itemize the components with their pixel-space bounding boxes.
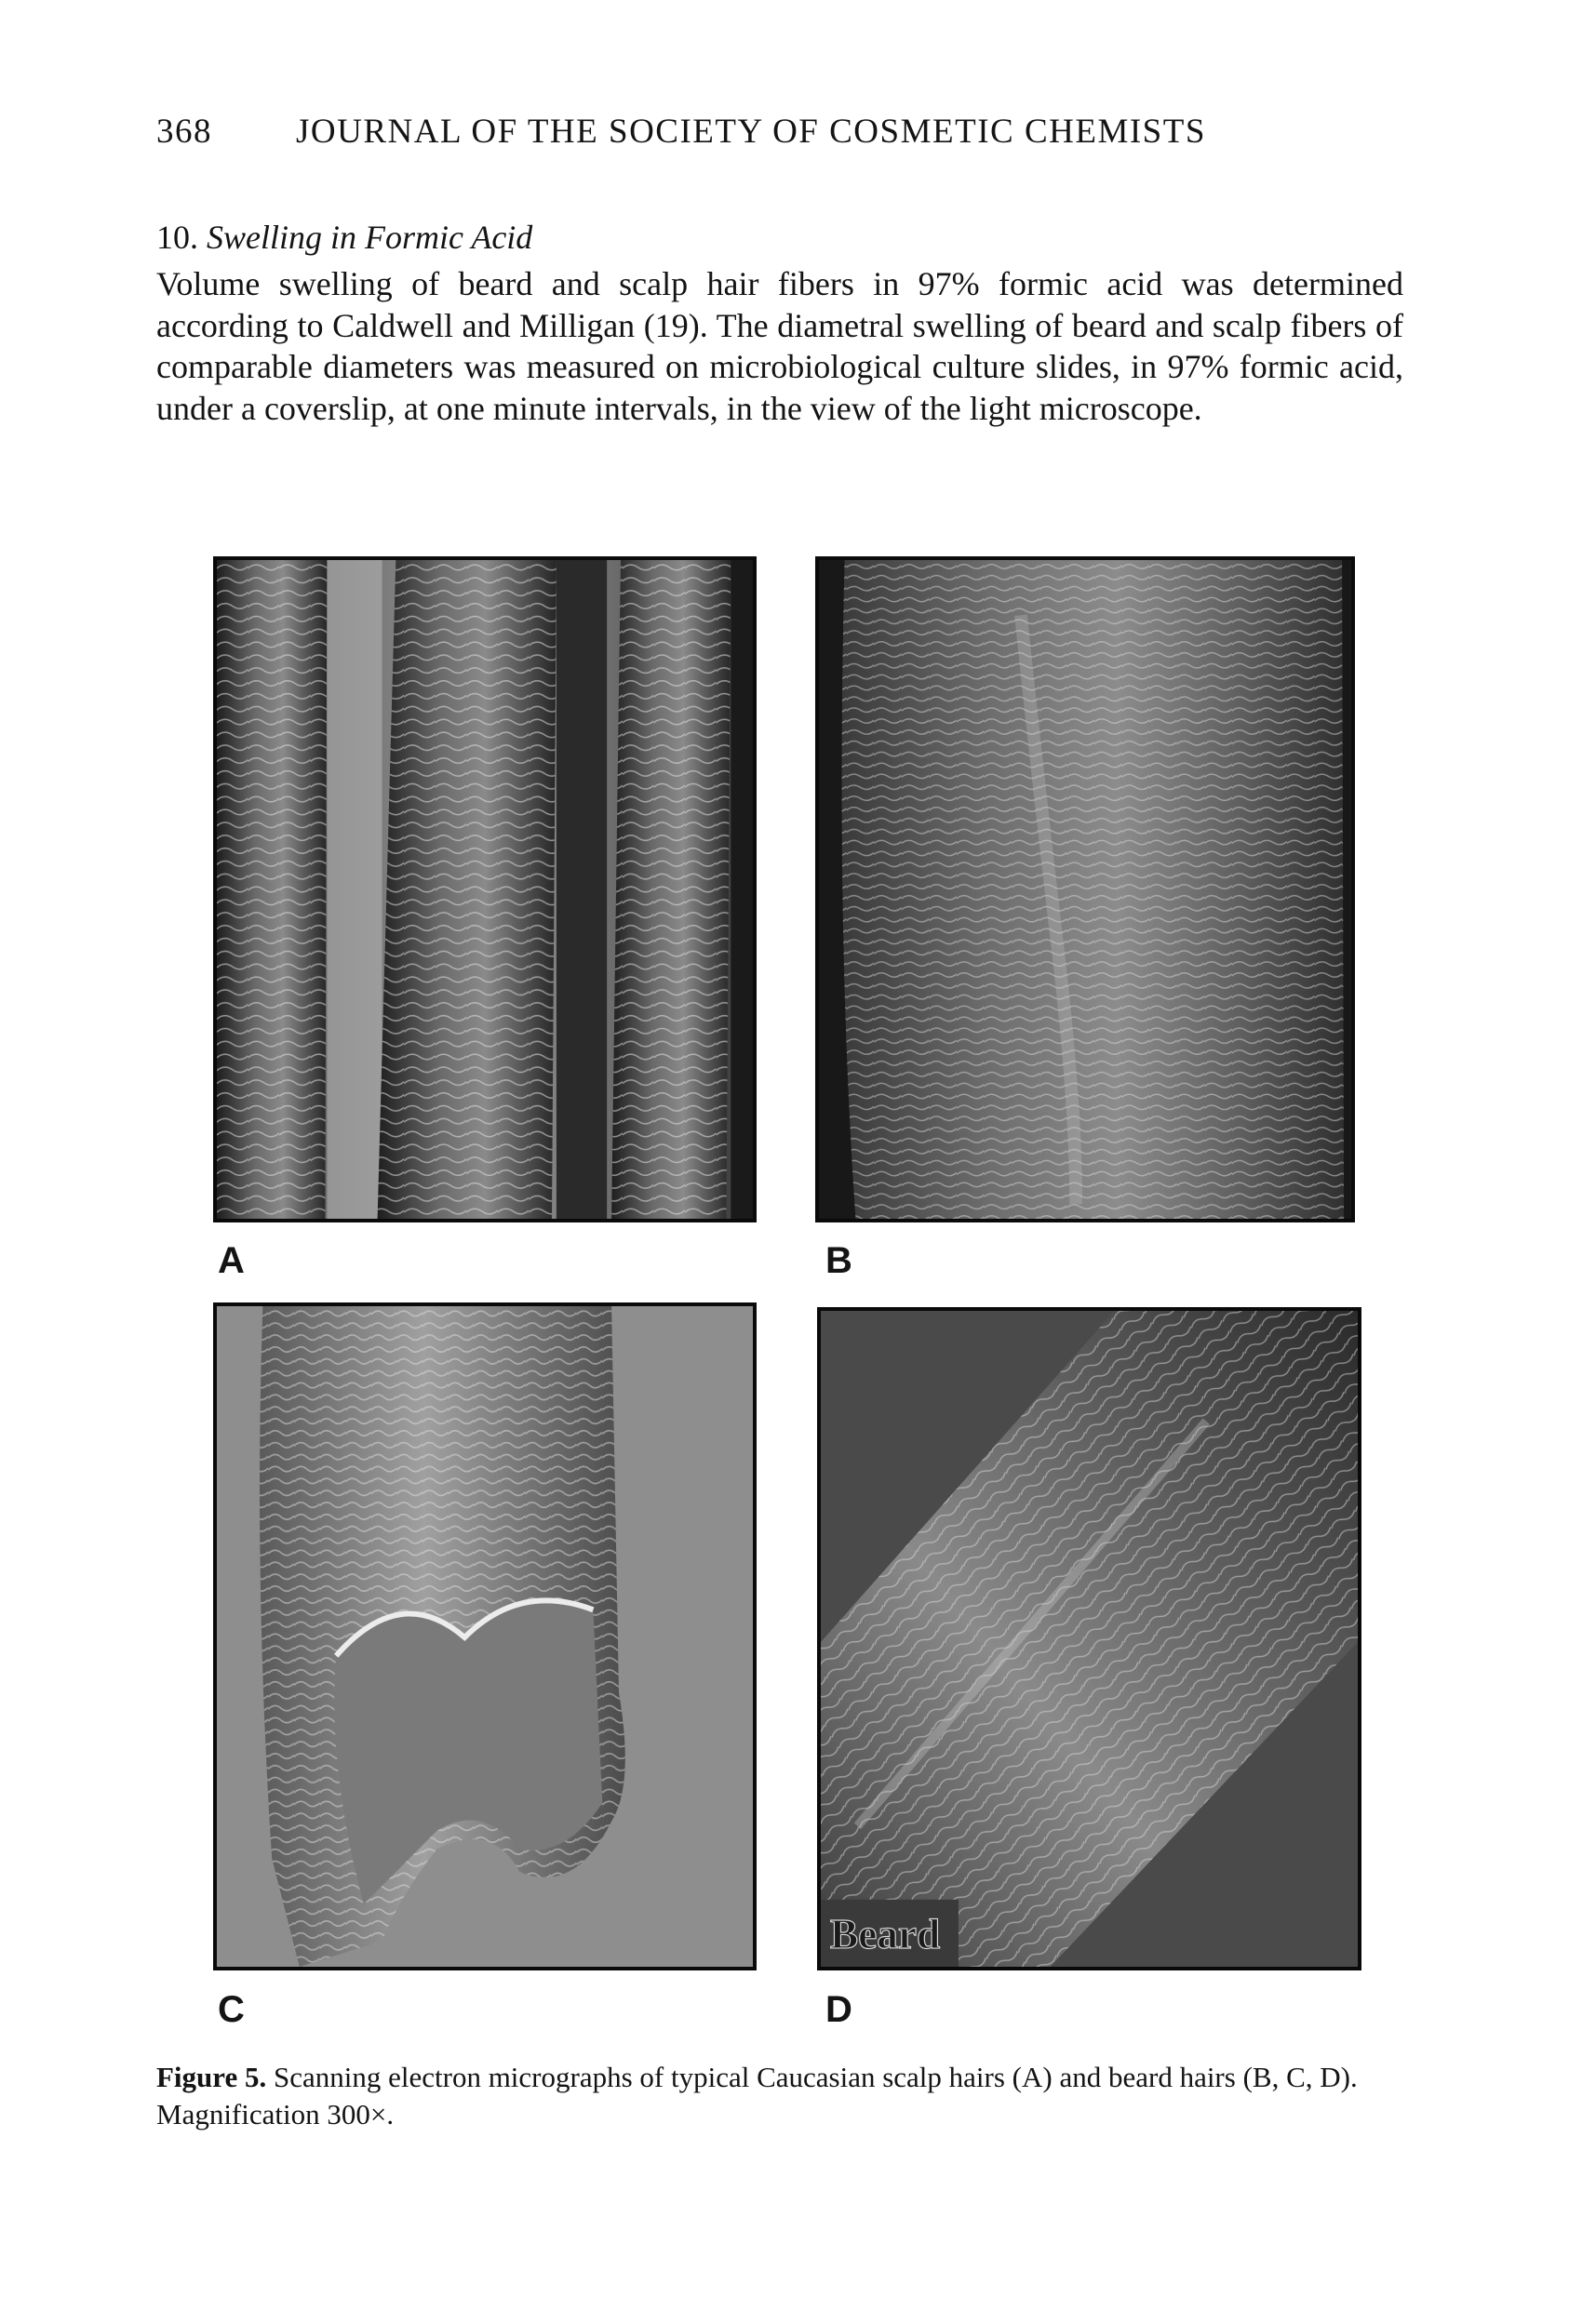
figure-caption-label: Figure 5. bbox=[156, 2061, 267, 2093]
panel-label-d: D bbox=[825, 1989, 852, 2030]
panel-label-a: A bbox=[218, 1240, 245, 1281]
running-header bbox=[156, 112, 1206, 152]
micrograph-b bbox=[815, 556, 1355, 1222]
micrograph-a bbox=[213, 556, 757, 1222]
panel-label-c: C bbox=[218, 1989, 245, 2030]
micrograph-a-image bbox=[217, 560, 753, 1219]
micrograph-c bbox=[213, 1302, 757, 1970]
figure-caption bbox=[156, 2059, 1413, 2133]
journal-title: JOURNAL OF THE SOCIETY OF COSMETIC CHEMISTS bbox=[296, 113, 1206, 151]
micrograph-d bbox=[817, 1307, 1361, 1970]
panel-label-b: B bbox=[825, 1240, 852, 1281]
micrograph-b-image bbox=[819, 560, 1351, 1219]
page-number: 368 bbox=[156, 113, 212, 151]
figure-caption-text: Scanning electron micrographs of typical Caucasian scalp hairs (A) and beard hairs (B, C, D). Magnification 300×. bbox=[156, 2061, 1358, 2130]
section-title: Swelling in Formic Acid bbox=[207, 219, 533, 256]
micrograph-c-image bbox=[217, 1306, 753, 1967]
micrograph-d-image bbox=[821, 1311, 1358, 1967]
body-paragraph: Volume swelling of beard and scalp hair fibers in 97% formic acid was determined according to Caldwell and Milligan (19). The diametral swelling of beard and scalp fibers of comparable diameters was measured on microbiological culture slides, in 97% formic acid, under a coverslip, at one minute intervals, in the view of the light microscope. bbox=[156, 265, 1403, 427]
section-number: 10. bbox=[156, 219, 198, 256]
section-heading bbox=[156, 218, 532, 257]
inset-beard-text: Beard bbox=[829, 1911, 941, 1958]
